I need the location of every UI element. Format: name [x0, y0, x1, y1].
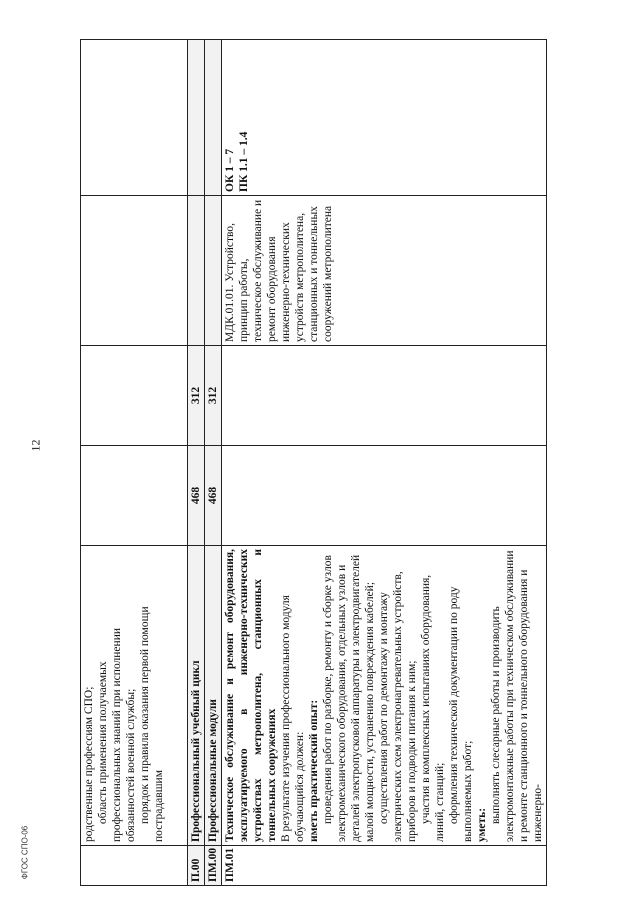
cell-content	[222, 546, 547, 846]
cell-hours: 312	[205, 346, 222, 446]
rotated-page	[80, 40, 605, 886]
page-number: 12	[28, 439, 43, 452]
text-line: порядок и правила оказания первой помощи	[139, 606, 151, 824]
cell-hours	[222, 346, 547, 446]
text-line: пострадавшим	[153, 770, 165, 842]
cell-mdk: МДК.01.01. Устройство, принцип работы, техническое обслуживание и ремонт оборудования инженерно-технических устройств метрополитена, станционных и тоннельных сооружений метрополитена	[222, 196, 547, 346]
cell-competencies	[81, 40, 188, 196]
module-intro: В результате изучения профессионального модуля обучающийся должен:	[280, 595, 306, 842]
skills-header: уметь:	[476, 807, 488, 842]
cell-hours: 312	[188, 346, 205, 446]
cell-content	[81, 546, 188, 846]
text-line: родственные профессиям СПО;	[83, 686, 95, 842]
skills-item: выполнять слесарные работы и производить электромонтажные работы при техническом обслуживании и ремонте станционного и тоннельного оборудования и инженерно-	[490, 550, 544, 842]
cell-max-load	[222, 446, 547, 546]
cell-mdk	[205, 196, 222, 346]
cell-code	[81, 846, 188, 886]
document-footer-label: ФГОС СПО-06	[20, 825, 30, 880]
table-row-pm00	[205, 40, 222, 886]
cell-competencies	[205, 40, 222, 196]
competency-pk: ПК 1.1 – 1.4	[238, 131, 250, 192]
table-row-p00	[188, 40, 205, 886]
cell-competencies	[188, 40, 205, 196]
cell-mdk	[81, 196, 188, 346]
cell-code: ПМ.01	[222, 846, 547, 886]
cell-title: Профессиональный учебный цикл	[188, 546, 205, 846]
cell-code: П.00	[188, 846, 205, 886]
cell-title: Профессиональные модули	[205, 546, 222, 846]
text-line: профессиональных знаний при исполнении	[111, 627, 123, 842]
cell-code: ПМ.00	[205, 846, 222, 886]
experience-item: проведения работ по разборке, ремонту и сборке узлов электромеханического оборудования, отдельных узлов и деталей электропусковой аппаратуры и электродвигателей малой мощности, устранению повреждения кабелей;	[322, 554, 376, 842]
text-line: обязанностей военной службы;	[125, 688, 137, 842]
experience-item: осуществления работ по демонтажу и монтажу электрических схем электронагревательных устройств, приборов и подводки питания к ним;	[378, 571, 418, 842]
curriculum-table	[80, 39, 547, 886]
cell-hours	[81, 346, 188, 446]
experience-item: участия в комплексных испытаниях оборудования, линий, станций;	[420, 574, 446, 842]
module-title: Техническое обслуживание и ремонт оборудования, эксплуатируемого в инженерно-технических устройствах метрополитена, станционных и тоннельных сооружениях	[224, 549, 278, 842]
table-row-pm01	[222, 40, 547, 886]
cell-max-load: 468	[188, 446, 205, 546]
cell-mdk	[188, 196, 205, 346]
cell-max-load: 468	[205, 446, 222, 546]
cell-competencies	[222, 40, 547, 196]
competency-ok: ОК 1 – 7	[224, 148, 236, 192]
text-line: область применения получаемых	[97, 661, 109, 824]
experience-header: иметь практический опыт:	[308, 699, 320, 842]
table-row-continued	[81, 40, 188, 886]
cell-max-load	[81, 446, 188, 546]
experience-item: оформления технической документации по роду выполняемых работ;	[448, 586, 474, 842]
